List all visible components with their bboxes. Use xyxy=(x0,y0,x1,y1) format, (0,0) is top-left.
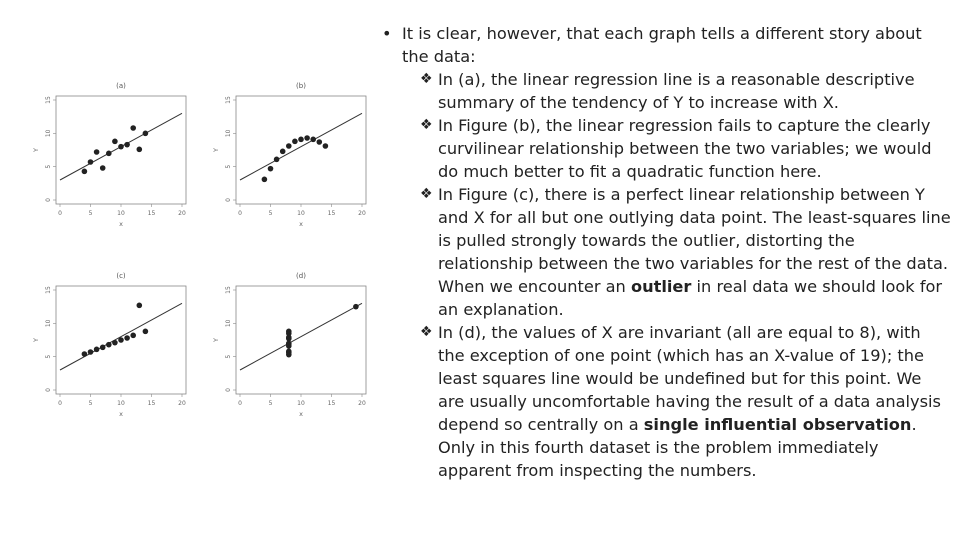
data-point xyxy=(118,337,124,343)
x-tick-label: 20 xyxy=(358,210,366,217)
x-tick-label: 15 xyxy=(147,400,156,407)
data-point xyxy=(280,149,286,155)
y-tick-label: 5 xyxy=(45,164,52,169)
data-point xyxy=(262,177,268,183)
intro-bullet xyxy=(372,22,952,68)
influential-term: single influential observation xyxy=(643,415,912,434)
y-tick-label: 0 xyxy=(225,198,232,202)
y-tick-label: 5 xyxy=(225,354,232,359)
diamond-bullet-icon: ❖ xyxy=(420,117,433,133)
y-tick-label: 0 xyxy=(225,388,232,392)
data-point xyxy=(143,131,149,137)
diamond-bullet-icon: ❖ xyxy=(420,186,433,202)
sub-text-c-part1: In Figure (c), there is a perfect linear relationship between Y and X for all but one outlying data point. The least-squares line is pulled strongly towards the outlier, distorting the relationship between the two variables for the rest of the data. When we encounter an xyxy=(438,185,951,296)
sub-text-d xyxy=(438,323,941,480)
x-tick-label: 0 xyxy=(58,210,62,217)
data-point xyxy=(94,149,100,155)
diamond-bullet-icon: ❖ xyxy=(420,71,433,87)
data-point xyxy=(310,137,316,143)
data-point xyxy=(124,142,130,148)
y-tick-label: 10 xyxy=(225,319,232,328)
data-point xyxy=(323,143,329,149)
x-tick-label: 10 xyxy=(117,210,125,217)
data-point xyxy=(286,341,292,347)
sub-bullet-a xyxy=(372,68,952,114)
y-tick-label: 15 xyxy=(225,96,232,104)
intro-text: It is clear, however, that each graph tells a different story about the data: xyxy=(402,24,922,66)
sub-text-a: In (a), the linear regression line is a reasonable descriptive summary of the tendency of Y to increase with X. xyxy=(438,70,915,112)
x-tick-label: 20 xyxy=(178,400,186,407)
data-point xyxy=(118,144,124,150)
sub-text-d-part2: . Only in this fourth dataset is the problem immediately apparent from inspecting the numbers. xyxy=(438,415,917,480)
sub-bullet-c xyxy=(372,183,952,321)
x-tick-label: 15 xyxy=(327,210,336,217)
panel-title: (d) xyxy=(296,272,306,280)
sub-bullet-d xyxy=(372,321,952,482)
x-tick-label: 5 xyxy=(88,210,93,217)
x-axis-label: x xyxy=(299,410,303,418)
data-point xyxy=(304,135,310,141)
sub-text-d-part1: In (d), the values of X are invariant (all are equal to 8), with the exception of one point (which has an X-value of 19); the least squares line would be undefined but for this point. We are usually uncomfortable having the result of a data analysis depend so centrally on a xyxy=(438,323,941,434)
panel-title: (b) xyxy=(296,82,306,90)
y-tick-label: 15 xyxy=(45,286,52,294)
bullet-icon: • xyxy=(382,24,392,43)
x-tick-label: 0 xyxy=(58,400,62,407)
regression-line xyxy=(60,303,182,370)
y-tick-label: 5 xyxy=(45,354,52,359)
data-point xyxy=(88,159,94,165)
y-tick-label: 10 xyxy=(45,129,52,138)
data-point xyxy=(100,165,106,171)
data-point xyxy=(298,137,304,143)
panel-title: (a) xyxy=(116,82,126,90)
y-axis-label: Y xyxy=(32,148,40,152)
scatter-panel-1 xyxy=(212,82,366,228)
x-tick-label: 15 xyxy=(327,400,336,407)
data-point xyxy=(268,166,274,172)
sub-text-c xyxy=(438,185,951,319)
data-point xyxy=(100,345,106,351)
y-axis-label: Y xyxy=(32,338,40,342)
panel-title: (c) xyxy=(116,272,126,280)
x-tick-label: 10 xyxy=(297,400,305,407)
data-point xyxy=(82,169,88,175)
data-point xyxy=(286,350,292,356)
y-tick-label: 10 xyxy=(45,319,52,328)
data-point xyxy=(137,147,143,153)
regression-line xyxy=(240,303,362,370)
anscombe-figure xyxy=(30,70,370,440)
data-point xyxy=(130,125,136,131)
sub-text-c-part2: in real data we should look for an explanation. xyxy=(438,277,943,319)
data-point xyxy=(88,349,94,355)
data-point xyxy=(106,342,112,348)
scatter-panel-2 xyxy=(32,272,186,418)
data-point xyxy=(94,347,100,353)
x-tick-label: 10 xyxy=(117,400,125,407)
y-tick-label: 5 xyxy=(225,164,232,169)
y-tick-label: 15 xyxy=(45,96,52,104)
y-axis-label: Y xyxy=(212,148,220,152)
x-tick-label: 10 xyxy=(297,210,305,217)
x-axis-label: x xyxy=(299,220,303,228)
x-tick-label: 20 xyxy=(358,400,366,407)
scatter-panel-3 xyxy=(212,272,366,418)
data-point xyxy=(124,335,130,341)
data-point xyxy=(112,139,118,145)
data-point xyxy=(317,139,323,145)
data-point xyxy=(286,143,292,149)
explanation-text xyxy=(372,22,952,482)
regression-line xyxy=(240,113,362,180)
plot-frame xyxy=(236,96,366,204)
data-point xyxy=(286,335,292,341)
x-tick-label: 5 xyxy=(268,400,273,407)
data-point xyxy=(82,351,88,357)
x-tick-label: 5 xyxy=(268,210,273,217)
x-tick-label: 0 xyxy=(238,400,242,407)
data-point xyxy=(112,340,118,346)
data-point xyxy=(137,303,143,309)
y-tick-label: 0 xyxy=(45,198,52,202)
data-point xyxy=(130,333,136,339)
x-tick-label: 20 xyxy=(178,210,186,217)
outlier-term: outlier xyxy=(630,277,692,296)
y-tick-label: 10 xyxy=(225,129,232,138)
plot-frame xyxy=(236,286,366,394)
x-axis-label: x xyxy=(119,220,123,228)
y-axis-label: Y xyxy=(212,338,220,342)
x-tick-label: 15 xyxy=(147,210,156,217)
x-tick-label: 0 xyxy=(238,210,242,217)
data-point xyxy=(274,157,280,163)
sub-text-b: In Figure (b), the linear regression fails to capture the clearly curvilinear relationship between the two variables; we would do much better to fit a quadratic function here. xyxy=(438,116,932,181)
y-tick-label: 15 xyxy=(225,286,232,294)
data-point xyxy=(143,329,149,335)
diamond-bullet-icon: ❖ xyxy=(420,324,433,340)
x-tick-label: 5 xyxy=(88,400,93,407)
scatter-panel-0 xyxy=(32,82,186,228)
data-point xyxy=(106,151,112,157)
sub-bullet-b xyxy=(372,114,952,183)
x-axis-label: x xyxy=(119,410,123,418)
y-tick-label: 0 xyxy=(45,388,52,392)
plot-frame xyxy=(56,96,186,204)
data-point xyxy=(353,304,359,310)
data-point xyxy=(292,139,298,145)
